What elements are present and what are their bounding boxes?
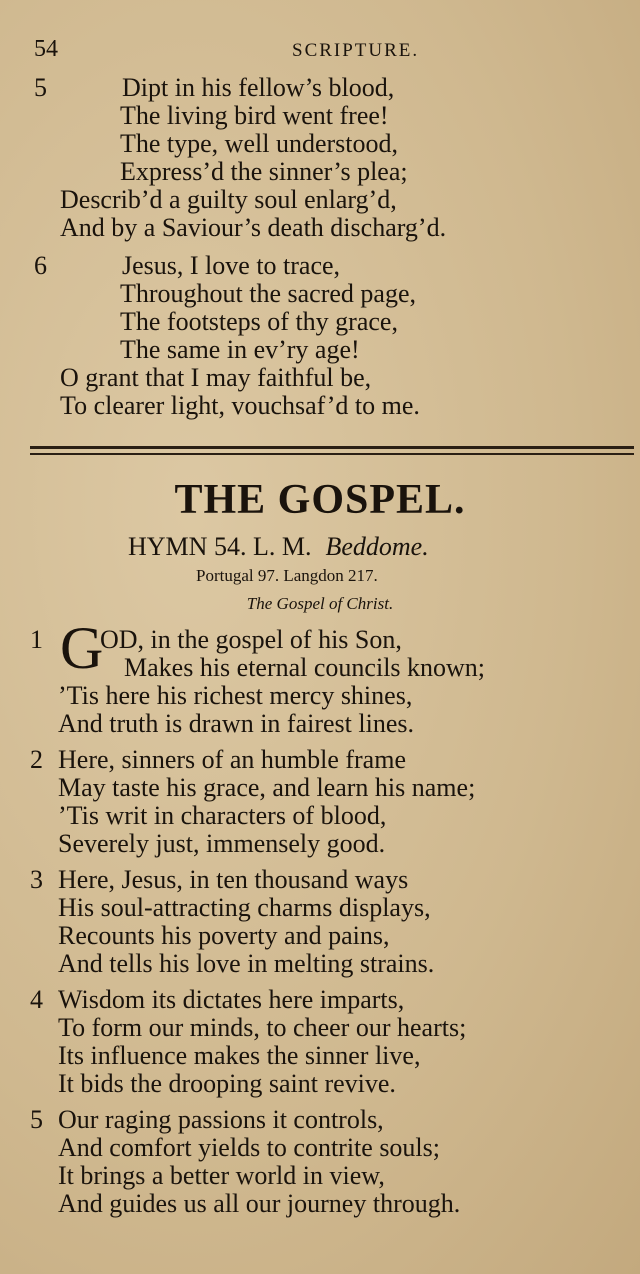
verse-line: To clearer light, vouchsaf’d to me. xyxy=(60,391,420,420)
verse-number: 2 xyxy=(30,745,43,774)
drop-cap: G xyxy=(60,615,104,681)
verse-line: Recounts his poverty and pains, xyxy=(58,921,390,950)
verse-line: Makes his eternal councils known; xyxy=(124,653,486,682)
verse-number: 4 xyxy=(30,985,43,1014)
verse-line: Jesus, I love to trace, xyxy=(122,251,341,280)
section-title: THE GOSPEL. xyxy=(174,477,466,523)
verse-line: May taste his grace, and learn his name; xyxy=(58,773,476,802)
running-title: SCRIPTURE. xyxy=(292,40,420,61)
verse-line: To form our minds, to cheer our hearts; xyxy=(58,1013,467,1042)
verse-line: Wisdom its dictates here imparts, xyxy=(58,985,405,1014)
verse-line: The living bird went free! xyxy=(120,101,389,130)
verse-number: 6 xyxy=(34,251,47,280)
verse-line: And comfort yields to contrite souls; xyxy=(58,1133,441,1162)
verse-line: Its influence makes the sinner live, xyxy=(58,1041,421,1070)
tune-references: Portugal 97. Langdon 217. xyxy=(196,566,378,585)
verse-line: OD, in the gospel of his Son, xyxy=(100,625,402,654)
verse-line: Describ’d a guilty soul enlarg’d, xyxy=(60,185,397,214)
verse-line: The type, well understood, xyxy=(120,129,398,158)
verse-number: 1 xyxy=(30,625,43,654)
verse-line: It bids the drooping saint revive. xyxy=(58,1069,396,1098)
verse-line: And by a Saviour’s death discharg’d. xyxy=(60,213,447,242)
verse-line: Here, Jesus, in ten thousand ways xyxy=(58,865,409,894)
verse-line: And tells his love in melting strains. xyxy=(58,949,435,978)
section-divider xyxy=(30,453,634,455)
verse-line: ’Tis writ in characters of blood, xyxy=(58,801,387,830)
verse-line: O grant that I may faithful be, xyxy=(60,363,372,392)
verse-line: The footsteps of thy grace, xyxy=(120,307,398,336)
hymn-label: HYMN 54. L. M. xyxy=(128,532,312,561)
verse-line: Throughout the sacred page, xyxy=(120,279,417,308)
verse-number: 5 xyxy=(34,73,47,102)
verse-number: 3 xyxy=(30,865,43,894)
verse-line: It brings a better world in view, xyxy=(58,1161,385,1190)
verse-line: And guides us all our journey through. xyxy=(58,1189,461,1218)
verse-number: 5 xyxy=(30,1105,43,1134)
section-divider xyxy=(30,446,634,449)
running-header xyxy=(34,36,600,70)
page-number: 54 xyxy=(34,36,58,62)
verse-line: And truth is drawn in fairest lines. xyxy=(58,709,414,738)
verse-line: His soul-attracting charms displays, xyxy=(58,893,431,922)
verse-line: Express’d the sinner’s plea; xyxy=(120,157,408,186)
hymn-subject: The Gospel of Christ. xyxy=(246,594,394,613)
verse-line: Severely just, immensely good. xyxy=(58,829,386,858)
verse-line: Dipt in his fellow’s blood, xyxy=(122,73,395,102)
verse-line: ’Tis here his richest mercy shines, xyxy=(58,681,413,710)
hymn-author: Beddome. xyxy=(325,532,429,561)
hymn-heading xyxy=(128,532,429,562)
verse-line: Our raging passions it controls, xyxy=(58,1105,384,1134)
verse-line: Here, sinners of an humble frame xyxy=(58,745,406,774)
verse-line: The same in ev’ry age! xyxy=(120,335,360,364)
